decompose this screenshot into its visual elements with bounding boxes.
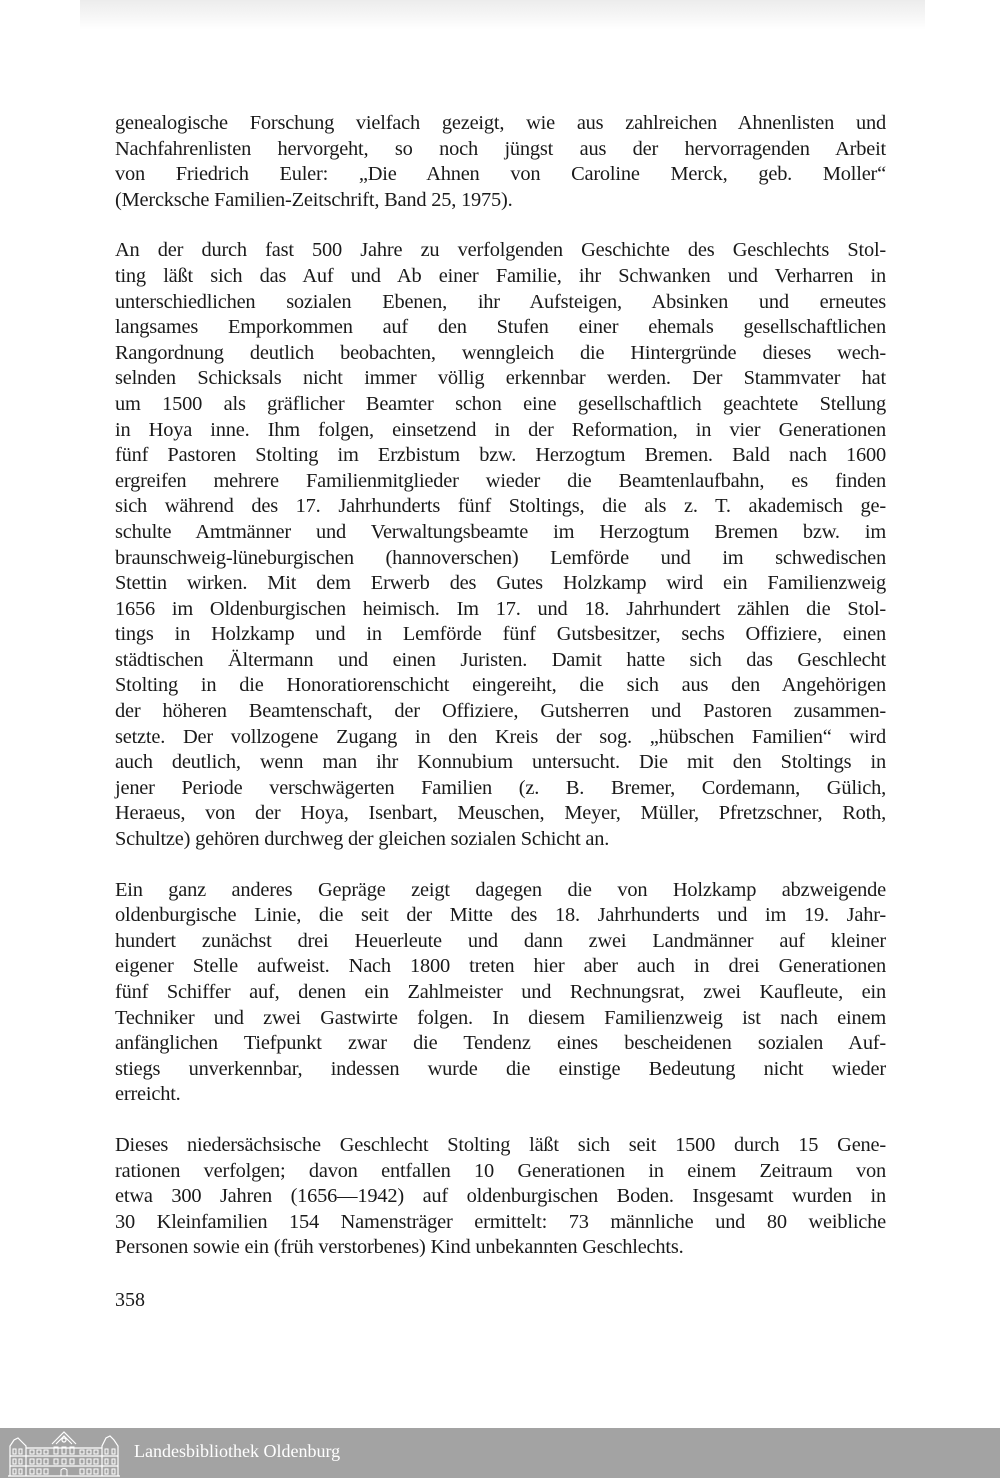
text-line: An der durch fast 500 Jahre zu verfolgenden Geschichte des Geschlechts Stol- — [115, 239, 886, 262]
text-line: ergreifen mehrere Familienmitglieder wieder die Beamtenlaufbahn, es finden — [115, 469, 886, 492]
text-line: selnden Schicksals nicht immer völlig erkennbar werden. Der Stammvater hat — [115, 367, 886, 390]
text-line: Schultze) gehören durchweg der gleichen sozialen Schicht an. — [115, 828, 610, 851]
text-line: Techniker und zwei Gastwirte folgen. In diesem Familienzweig ist nach einem — [115, 1006, 886, 1029]
text-line: rationen verfolgen; davon entfallen 10 Generationen in einem Zeitraum von — [115, 1159, 886, 1182]
paragraph-4 — [115, 1133, 886, 1261]
text-line: (Mercksche Familien-Zeitschrift, Band 25, 1975). — [115, 188, 513, 211]
paragraph-2 — [115, 238, 886, 852]
text-line: von Friedrich Euler: „Die Ahnen von Caroline Merck, geb. Moller“ — [115, 163, 886, 186]
text-line: Nachfahrenlisten hervorgeht, so noch jüngst aus der hervorragenden Arbeit — [115, 137, 886, 160]
text-line: Stolting in die Honoratiorenschicht eingereiht, die sich aus den Angehörigen — [115, 674, 886, 697]
text-line: städtischen Ältermann und einen Juristen. Damit hatte sich das Geschlecht — [115, 648, 886, 671]
paragraph-1 — [115, 111, 886, 213]
text-line: sich während des 17. Jahrhunderts fünf Stoltings, die als z. T. akademisch ge- — [115, 495, 886, 518]
text-line: Stettin wirken. Mit dem Erwerb des Gutes Holzkamp wird ein Familienzweig — [115, 572, 886, 595]
text-line: jener Periode verschwägerten Familien (z. B. Bremer, Cordemann, Gülich, — [115, 776, 886, 799]
text-line: fünf Schiffer auf, denen ein Zahlmeister und Rechnungsrat, zwei Kaufleute, ein — [115, 981, 886, 1003]
text-line: Heraeus, von der Hoya, Isenbart, Meuschen, Meyer, Müller, Pfretzschner, Roth, — [115, 802, 886, 825]
text-line: Dieses niedersächsische Geschlecht Stolting läßt sich seit 1500 durch 15 Gene- — [115, 1133, 886, 1156]
text-line: fünf Pastoren Stolting im Erzbistum bzw. Herzogtum Bremen. Bald nach 1600 — [115, 444, 886, 467]
text-line: anfänglichen Tiefpunkt zwar die Tendenz eines bescheidenen sozialen Auf- — [115, 1032, 886, 1055]
text-line: genealogische Forschung vielfach gezeigt, wie aus zahlreichen Ahnenlisten und — [115, 112, 886, 134]
page-number: 358 — [115, 1289, 145, 1311]
library-building-icon — [4, 1430, 124, 1478]
library-footer-bar — [0, 1428, 1000, 1478]
text-line: setzte. Der vollzogene Zugang in den Kreis der sog. „hübschen Familien“ wird — [115, 725, 886, 748]
text-line: etwa 300 Jahren (1656—1942) auf oldenburgischen Boden. Insgesamt wurden in — [115, 1185, 886, 1208]
text-line: in Hoya inne. Ihm folgen, einsetzend in der Reformation, in vier Generationen — [115, 418, 886, 441]
paragraph-3 — [115, 878, 886, 1108]
text-line: erreicht. — [115, 1083, 181, 1106]
text-line: oldenburgische Linie, die seit der Mitte des 18. Jahrhunderts und im 19. Jahr- — [115, 904, 886, 927]
text-line: langsames Emporkommen auf den Stufen einer ehemals gesellschaftlichen — [115, 316, 886, 339]
text-line: auch deutlich, wenn man ihr Konnubium untersucht. Die mit den Stoltings in — [115, 751, 886, 774]
text-line: Personen sowie ein (früh verstorbenes) Kind unbekannten Geschlechts. — [115, 1236, 684, 1259]
text-line: 1656 im Oldenburgischen heimisch. Im 17. und 18. Jahrhundert zählen die Stol- — [115, 597, 886, 620]
page-body — [115, 111, 886, 1286]
text-line: unterschiedlichen sozialen Ebenen, ihr Aufsteigen, Absinken und erneutes — [115, 290, 886, 313]
text-line: ting läßt sich das Auf und Ab einer Familie, ihr Schwanken und Verharren in — [115, 264, 886, 287]
text-line: hundert zunächst drei Heuerleute und dann zwei Landmänner auf kleiner — [115, 929, 886, 952]
library-name: Landesbibliothek Oldenburg — [134, 1441, 341, 1461]
text-line: eigener Stelle aufweist. Nach 1800 treten hier aber auch in drei Generationen — [115, 955, 886, 978]
text-line: 30 Kleinfamilien 154 Namensträger ermittelt: 73 männliche und 80 weibliche — [115, 1210, 886, 1233]
text-line: um 1500 als gräflicher Beamter schon eine gesellschaftlich geachtete Stellung — [115, 392, 886, 415]
text-line: tings in Holzkamp und in Lemförde fünf Gutsbesitzer, sechs Offiziere, einen — [115, 623, 886, 646]
text-line: stiegs unverkennbar, indessen wurde die einstige Bedeutung nicht wieder — [115, 1057, 886, 1080]
text-line: Ein ganz anderes Gepräge zeigt dagegen die von Holzkamp abzweigende — [115, 878, 886, 901]
scan-edge-shadow — [80, 0, 925, 30]
text-line: der höheren Beamtenschaft, der Offiziere, Gutsherren und Pastoren zusammen- — [115, 700, 886, 723]
text-line: schulte Amtmänner und Verwaltungsbeamte im Herzogtum Bremen bzw. im — [115, 520, 886, 543]
text-line: braunschweig-lüneburgischen (hannoverschen) Lemförde und im schwedischen — [115, 546, 886, 569]
text-line: Rangordnung deutlich beobachten, wenngleich die Hintergründe dieses wech- — [115, 341, 886, 364]
